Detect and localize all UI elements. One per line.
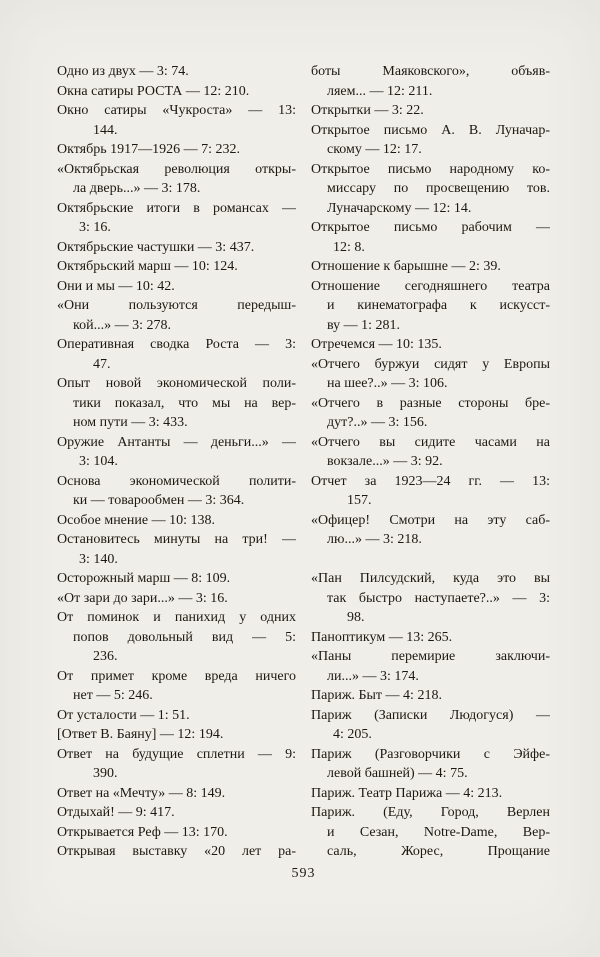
- index-column-left: [57, 62, 296, 862]
- index-entry-line: От поминок и панихид у одних: [57, 610, 296, 625]
- index-entry-line: миссару по просвещению тов.: [327, 181, 550, 196]
- index-entry: [311, 647, 550, 686]
- index-entry: [311, 62, 550, 101]
- index-entry-line: Открытки — 3: 22.: [311, 103, 424, 118]
- index-entry-line: дут?..» — 3: 156.: [327, 415, 428, 430]
- index-entry: [311, 745, 550, 784]
- index-entry: [57, 238, 296, 258]
- index-entry-line: Париж. Быт — 4: 218.: [311, 688, 442, 703]
- index-entry-line: От примет кроме вреда ничего: [57, 668, 296, 684]
- index-entry-line: 3: 16.: [79, 220, 111, 235]
- index-entry: [311, 784, 550, 804]
- index-columns: [57, 62, 550, 862]
- index-entry-line: боты Маяковского», объяв-: [311, 64, 550, 79]
- index-entry: [57, 589, 296, 609]
- index-entry-line: Открытое письмо А. В. Луначар-: [311, 122, 550, 138]
- index-entry-line: ном пути — 3: 433.: [73, 415, 188, 430]
- index-entry: [311, 101, 550, 121]
- index-entry: [311, 803, 550, 862]
- index-entry-line: так быстро наступаете?..» — 3:: [327, 590, 550, 606]
- index-entry-line: Отчет за 1923—24 гг. — 13:: [311, 473, 550, 489]
- index-entry-line: 3: 140.: [79, 551, 118, 567]
- index-entry-line: «От зари до зари...» — 3: 16.: [57, 590, 228, 606]
- index-entry: [57, 472, 296, 511]
- index-entry-line: Отдыхай! — 9: 417.: [57, 805, 175, 820]
- index-entry-line: Паноптикум — 13: 265.: [311, 629, 453, 645]
- index-entry: [311, 160, 550, 219]
- index-entry: [57, 530, 296, 569]
- index-column-right: [311, 62, 550, 862]
- index-entry-line: Остановитесь минуты на три! —: [57, 532, 296, 547]
- index-entry-line: и Сезан, Notre-Dame, Вер-: [327, 824, 550, 840]
- index-entry-line: «Они пользуются передыш-: [57, 298, 296, 313]
- index-entry: [57, 784, 296, 804]
- index-entry: [57, 706, 296, 726]
- index-entry-line: Основа экономической полити-: [57, 473, 296, 489]
- index-entry-line: Оружие Антанты — деньги...» —: [57, 434, 296, 450]
- index-entry-line: Париж. (Еду, Город, Верлен: [311, 805, 550, 820]
- index-entry-line: на шее?..» — 3: 106.: [327, 376, 448, 391]
- index-entry-line: Ответ на «Мечту» — 8: 149.: [57, 785, 226, 801]
- index-entry-line: От усталости — 1: 51.: [57, 707, 190, 723]
- index-entry-line: тики показал, что мы на вер-: [73, 395, 296, 411]
- index-entry-line: [Ответ В. Баяну] — 12: 194.: [57, 727, 224, 742]
- index-entry: [57, 160, 296, 199]
- index-entry: [57, 296, 296, 335]
- index-entry: [311, 257, 550, 277]
- index-entry: [57, 62, 296, 82]
- index-entry-line: Открывается Реф — 13: 170.: [57, 824, 228, 840]
- index-entry: [57, 433, 296, 472]
- index-entry-line: Опыт новой экономической поли-: [57, 376, 296, 391]
- index-entry: [57, 335, 296, 374]
- index-entry: [57, 374, 296, 433]
- index-entry: [311, 569, 550, 628]
- index-entry: [311, 433, 550, 472]
- index-entry-line: саль, Жорес, Прощание: [327, 844, 550, 859]
- index-entry-line: Они и мы — 10: 42.: [57, 278, 175, 294]
- index-entry-line: Открывая выставку «20 лет ра-: [57, 844, 296, 859]
- index-entry-line: 157.: [347, 493, 372, 508]
- index-entry-line: попов довольный вид — 5:: [73, 629, 296, 645]
- index-entry: [311, 686, 550, 706]
- index-entry-line: лю...» — 3: 218.: [327, 532, 422, 547]
- index-entry-line: 47.: [93, 356, 111, 372]
- index-entry-line: «Пан Пилсудский, куда это вы: [311, 571, 550, 586]
- index-entry-line: и кинематографа к искусст-: [327, 298, 550, 313]
- index-entry: [311, 394, 550, 433]
- index-entry-line: ляем... — 12: 211.: [327, 83, 433, 99]
- index-entry: [57, 842, 296, 862]
- index-entry: [311, 218, 550, 257]
- index-entry-line: Открытое письмо рабочим —: [311, 220, 550, 235]
- index-entry-line: нет — 5: 246.: [73, 688, 153, 703]
- index-entry-line: ли...» — 3: 174.: [327, 668, 419, 684]
- index-entry: [57, 803, 296, 823]
- index-entry: [311, 706, 550, 745]
- index-entry: [57, 608, 296, 667]
- index-entry-line: ву — 1: 281.: [327, 317, 401, 333]
- index-entry: [311, 277, 550, 336]
- index-entry-line: кой...» — 3: 278.: [73, 317, 171, 333]
- index-entry: [57, 823, 296, 843]
- page-number: 593: [291, 866, 316, 881]
- index-entry: [57, 199, 296, 238]
- index-entry-line: «Октябрьская революция откры-: [57, 161, 296, 177]
- index-entry-line: Осторожный марш — 8: 109.: [57, 571, 231, 586]
- index-entry-line: ки — товарообмен — 3: 364.: [73, 493, 245, 508]
- index-entry-line: «Паны перемирие заключи-: [311, 649, 550, 664]
- index-entry-line: Одно из двух — 3: 74.: [57, 64, 189, 79]
- index-entry-line: «Отчего вы сидите часами на: [311, 434, 550, 450]
- index-entry-line: левой башней) — 4: 75.: [327, 766, 468, 781]
- index-entry: [57, 101, 296, 140]
- index-entry-line: «Офицер! Смотри на эту саб-: [311, 512, 550, 528]
- index-entry-line: Отношение к барышне — 2: 39.: [311, 259, 501, 274]
- index-entry: [57, 725, 296, 745]
- index-entry-line: вокзале...» — 3: 92.: [327, 454, 443, 469]
- index-entry-line: Окна сатиры РОСТА — 12: 210.: [57, 83, 250, 99]
- index-entry-line: 4: 205.: [333, 727, 372, 742]
- index-entry-line: скому — 12: 17.: [327, 142, 422, 157]
- index-entry: [311, 472, 550, 511]
- index-entry: [57, 745, 296, 784]
- index-entry-line: Луначарскому — 12: 14.: [327, 200, 472, 216]
- index-entry-line: Париж (Разговорчики с Эйфе-: [311, 746, 550, 762]
- index-entry-line: 3: 104.: [79, 454, 118, 469]
- index-entry-line: Отношение сегодняшнего театра: [311, 278, 550, 294]
- index-entry-line: Париж. Театр Парижа — 4: 213.: [311, 785, 503, 801]
- index-entry-line: «Отчего в разные стороны бре-: [311, 395, 550, 411]
- index-entry-line: Особое мнение — 10: 138.: [57, 512, 215, 528]
- index-entry: [57, 140, 296, 160]
- index-entry-line: Оперативная сводка Роста — 3:: [57, 337, 296, 352]
- index-entry-line: «Отчего буржуи сидят у Европы: [311, 356, 550, 372]
- index-entry-line: 12: 8.: [333, 239, 365, 255]
- index-entry-line: 144.: [93, 122, 118, 138]
- index-entry-line: Октябрь 1917—1926 — 7: 232.: [57, 142, 240, 157]
- index-entry: [311, 628, 550, 648]
- index-entry-line: Ответ на будущие сплетни — 9:: [57, 746, 296, 762]
- index-entry: [57, 511, 296, 531]
- index-entry-line: 236.: [93, 649, 118, 664]
- index-entry: [311, 511, 550, 550]
- index-entry: [57, 569, 296, 589]
- index-entry-line: ла дверь...» — 3: 178.: [73, 181, 201, 196]
- index-entry: [57, 82, 296, 102]
- index-entry-line: Октябрьские итоги в романсах —: [57, 200, 296, 216]
- index-entry: [57, 667, 296, 706]
- index-entry: [311, 121, 550, 160]
- index-entry-line: Окно сатиры «Чукроста» — 13:: [57, 103, 296, 118]
- index-entry: [311, 355, 550, 394]
- index-entry-line: Отречемся — 10: 135.: [311, 337, 442, 352]
- index-entry-line: 390.: [93, 766, 118, 781]
- index-entry: [311, 335, 550, 355]
- index-entry-line: Открытое письмо народному ко-: [311, 161, 550, 177]
- index-entry-line: 98.: [347, 610, 365, 625]
- index-entry: [57, 277, 296, 297]
- index-entry: [57, 257, 296, 277]
- index-entry-line: Октябрьский марш — 10: 124.: [57, 259, 238, 274]
- index-entry-line: Октябрьские частушки — 3: 437.: [57, 239, 255, 255]
- index-entry-line: Париж (Записки Людогуся) —: [311, 707, 550, 723]
